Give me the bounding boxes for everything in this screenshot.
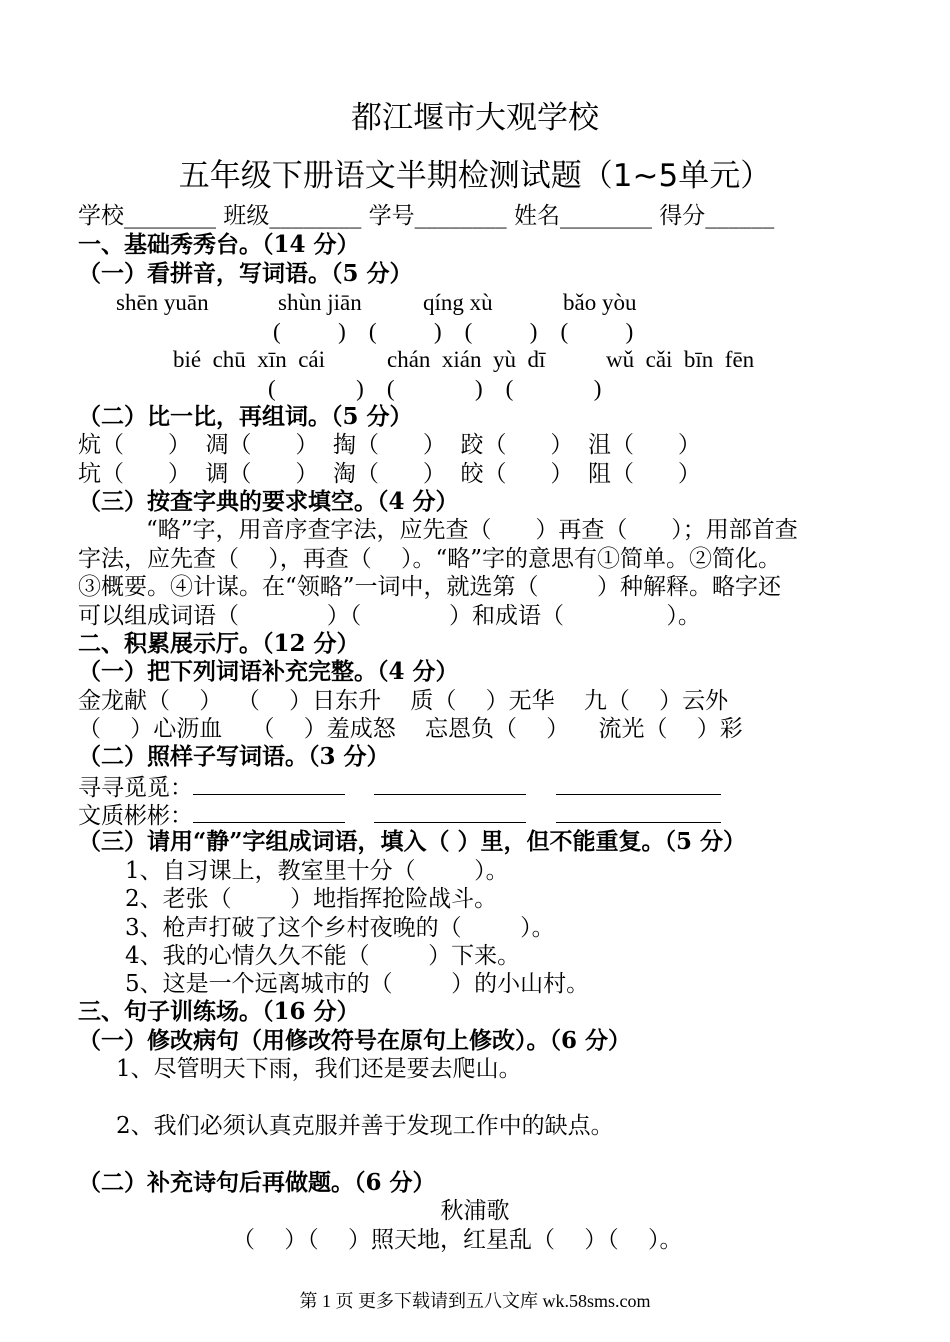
exam-title: 五年级下册语文半期检测试题（1~5单元）: [178, 158, 772, 194]
pinyin-4: bǎo yòu: [563, 290, 637, 315]
idiom-row-2: （ ）心沥血 （ ）羞成怒 忘恩负（ ） 流光（ ）彩: [78, 716, 743, 742]
class-field: 班级________: [223, 203, 362, 229]
answer-line: [374, 800, 526, 823]
section-2-3-heading: （三）请用“静”字组成词语，填入（ ）里，但不能重复。（5 分）: [78, 828, 746, 855]
section-1-1-heading: （一）看拼音，写词语。（5 分）: [78, 260, 413, 287]
section-2-heading: 二、积累展示厅。（12 分）: [78, 630, 360, 657]
poem-line: （ ）（ ）照天地，红星乱（ ）（ ）。: [232, 1227, 683, 1253]
fill-item-1: 1、自习课上，教室里十分（ ）。: [125, 858, 509, 884]
section-1-2-heading: （二）比一比，再组词。（5 分）: [78, 403, 413, 430]
idiom-row-1: 金龙献（ ） （ ）日东升 质（ ）无华 九（ ）云外: [78, 688, 729, 714]
compare-row-2: 坑（ ） 调（ ） 淘（ ） 皎（ ） 阻（ ）: [78, 461, 701, 487]
answer-line: [556, 800, 721, 823]
school-title: 都江堰市大观学校: [351, 100, 599, 136]
dictionary-line-3: ③概要。④计谋。在“领略”一词中，就选第（ ）种解释。略字还: [78, 574, 782, 600]
compare-row-1: 炕（ ） 凋（ ） 掏（ ） 跤（ ） 沮（ ）: [78, 432, 701, 458]
section-3-2-heading: （二）补充诗句后再做题。（6 分）: [78, 1169, 436, 1196]
section-1-heading: 一、基础秀秀台。（14 分）: [78, 231, 360, 258]
answer-brackets-row-1: ( ) ( ) ( ) ( ): [273, 319, 634, 344]
number-field: 学号________: [368, 203, 507, 229]
name-field: 姓名________: [513, 203, 652, 229]
fill-item-5: 5、这是一个远离城市的（ ）的小山村。: [125, 971, 590, 997]
dictionary-line-1: “略”字，用音序查字法，应先查（ ）再查（ ）；用部首查: [146, 517, 798, 543]
section-1-3-heading: （三）按查字典的要求填空。（4 分）: [78, 488, 459, 515]
fill-item-3: 3、枪声打破了这个乡村夜晚的（ ）。: [125, 915, 555, 941]
pinyin-5: bié chū xīn cái: [173, 347, 326, 372]
section-2-1-heading: （一）把下列词语补充完整。（4 分）: [78, 658, 459, 685]
pinyin-2: shùn jiān: [278, 290, 362, 315]
fill-item-4: 4、我的心情久久不能（ ）下来。: [125, 943, 521, 969]
pinyin-7: wǔ cǎi bīn fēn: [606, 347, 755, 372]
answer-line: [193, 800, 345, 823]
answer-line: [556, 772, 721, 795]
answer-line: [193, 772, 345, 795]
sentence-item-2: 2、我们必须认真克服并善于发现工作中的缺点。: [116, 1113, 614, 1139]
page-footer: 第 1 页 更多下载请到五八文库 wk.58sms.com: [299, 1291, 651, 1311]
fill-item-2: 2、老张（ ）地指挥抢险战斗。: [125, 886, 498, 912]
example-label-1: 寻寻觅觅：: [78, 775, 193, 801]
section-2-2-heading: （二）照样子写词语。（3 分）: [78, 743, 390, 770]
dictionary-line-2: 字法，应先查（ ），再查（ ）。“略”字的意思有①简单。②简化。: [78, 546, 782, 572]
example-label-2: 文质彬彬：: [78, 803, 193, 829]
answer-brackets-row-2: ( ) ( ) ( ): [268, 376, 602, 401]
pinyin-1: shēn yuān: [116, 290, 209, 315]
answer-line: [374, 772, 526, 795]
example-row-1: [78, 772, 721, 802]
poem-title: 秋浦歌: [440, 1198, 510, 1224]
score-field: 得分______: [659, 203, 775, 229]
sentence-item-1: 1、尽管明天下雨，我们还是要去爬山。: [116, 1056, 522, 1082]
student-info-line: [78, 202, 774, 230]
section-3-1-heading: （一）修改病句（用修改符号在原句上修改）。（6 分）: [78, 1027, 632, 1054]
school-field: 学校________: [78, 203, 216, 229]
section-3-heading: 三、句子训练场。（16 分）: [78, 998, 360, 1025]
example-row-2: [78, 800, 721, 830]
pinyin-3: qíng xù: [423, 290, 493, 315]
pinyin-6: chán xián yù dī: [387, 347, 546, 372]
dictionary-line-4: 可以组成词语（ ）（ ）和成语（ ）。: [78, 603, 701, 629]
